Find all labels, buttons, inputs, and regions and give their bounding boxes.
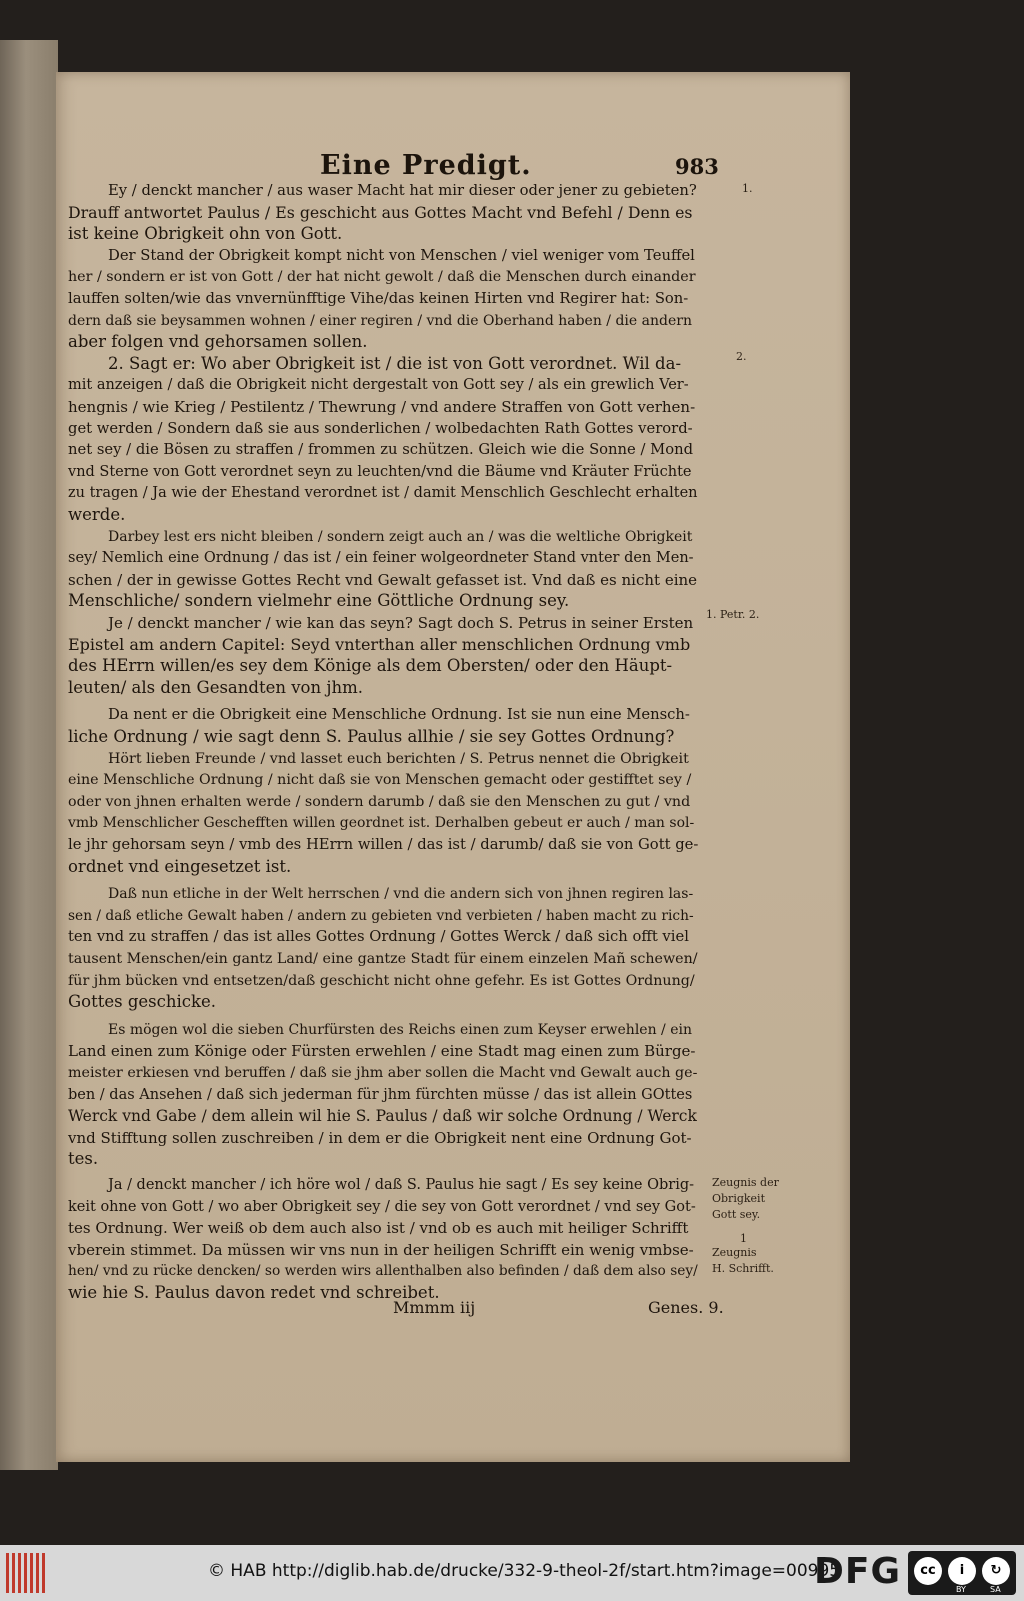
person-icon: i xyxy=(948,1557,976,1585)
text-line: tausent Menschen/ein gantz Land/ eine gantze Stadt für einem einzelen Mañ schewen/ xyxy=(68,951,698,967)
text-line: Darbey lest ers nicht bleiben / sondern zeigt auch an / was die weltliche Obrigkeit xyxy=(108,528,693,545)
text-line: dern daß sie beysammen wohnen / einer regiren / vnd die Oberhand haben / die andern xyxy=(68,312,692,329)
text-line: ten vnd zu straffen / das ist alles Gottes Ordnung / Gottes Werck / daß sich offt viel xyxy=(68,928,689,946)
text-line: ben / das Ansehen / daß sich jederman für jhm fürchten müsse / das ist allein GOttes xyxy=(68,1086,693,1103)
text-line: tes Ordnung. Wer weiß ob dem auch also ist / vnd ob es auch mit heiliger Schrifft xyxy=(68,1219,689,1238)
text-line: mit anzeigen / daß die Obrigkeit nicht dergestalt von Gott sey / als ein grewlich Ver- xyxy=(68,377,689,394)
page-header-title: Eine Predigt. xyxy=(320,150,532,181)
text-line: Werck vnd Gabe / dem allein wil hie S. Paulus / daß wir solche Ordnung / Werck xyxy=(68,1107,697,1126)
text-line: net sey / die Bösen zu straffen / frommen zu schützen. Gleich wie die Sonne / Mond xyxy=(68,441,694,459)
text-line: Land einen zum Könige oder Fürsten erwehlen / eine Stadt mag einen zum Bürge- xyxy=(68,1042,696,1061)
text-line: Epistel am andern Capitel: Seyd vnterthan aller menschlichen Ordnung vmb xyxy=(68,634,691,654)
margin-note: 1 xyxy=(740,1232,747,1245)
share-alike-icon: ↻ xyxy=(982,1557,1010,1585)
text-line: vnd Sterne von Gott verordnet seyn zu leuchten/vnd die Bäume vnd Kräuter Früchte xyxy=(68,463,692,480)
catchword: Genes. 9. xyxy=(648,1298,724,1317)
text-line: Menschliche/ sondern vielmehr eine Göttliche Ordnung sey. xyxy=(68,591,570,611)
text-line: des HErrn willen/es sey dem Könige als dem Obersten/ oder den Häupt- xyxy=(68,656,673,676)
text-line: keit ohne von Gott / wo aber Obrigkeit sey / die sey von Gott verordnet / vnd sey Got- xyxy=(68,1198,696,1215)
copyright-link[interactable]: © HAB http://diglib.hab.de/drucke/332-9-theol-2f/start.htm?image=00995 xyxy=(208,1561,841,1581)
text-line: schen / der in gewisse Gottes Recht vnd Gewalt gefasset ist. Vnd daß es nicht eine xyxy=(68,570,698,589)
text-line: Ja / denckt mancher / ich höre wol / daß S. Paulus hie sagt / Es sey keine Obrig- xyxy=(108,1177,695,1193)
signature-mark: Mmmm iij xyxy=(393,1298,476,1317)
text-line: liche Ordnung / wie sagt denn S. Paulus allhie / sie sey Gottes Ordnung? xyxy=(68,727,675,746)
text-line: Gottes geschicke. xyxy=(68,992,217,1012)
text-line: meister erkiesen vnd beruffen / daß sie jhm aber sollen die Macht vnd Gewalt auch ge- xyxy=(68,1065,698,1081)
text-line: sen / daß etliche Gewalt haben / andern zu gebieten vnd verbieten / haben macht zu rich- xyxy=(68,907,694,924)
margin-note: 1. xyxy=(742,182,753,195)
footer-bar xyxy=(0,1545,1024,1601)
text-line: tes. xyxy=(68,1149,99,1169)
text-line: werde. xyxy=(68,505,126,524)
text-line: vberein stimmet. Da müssen wir vns nun in der heiligen Schrifft ein wenig vmbse- xyxy=(68,1240,694,1259)
dfg-logo: DFG xyxy=(814,1551,902,1592)
text-line: hen/ vnd zu rücke dencken/ so werden wirs allenthalben also befinden / daß dem also sey/ xyxy=(68,1263,698,1280)
text-line: get werden / Sondern daß sie aus sonderlichen / wolbedachten Rath Gottes verord- xyxy=(68,419,693,437)
text-line: wie hie S. Paulus davon redet vnd schreibet. xyxy=(68,1283,440,1302)
text-line: hengnis / wie Krieg / Pestilentz / Thewrung / vnd andere Straffen von Gott verhen- xyxy=(68,398,696,416)
text-line: Hört lieben Freunde / vnd lasset euch berichten / S. Petrus nennet die Obrigkeit xyxy=(108,750,689,767)
page-number: 983 xyxy=(675,154,719,179)
margin-note: Zeugnis der xyxy=(712,1176,779,1189)
margin-note: 1. Petr. 2. xyxy=(706,608,760,621)
margin-note: 2. xyxy=(736,350,747,363)
text-line: le jhr gehorsam seyn / vmb des HErrn willen / das ist / darumb/ daß sie von Gott ge- xyxy=(68,836,699,853)
text-line: Ey / denckt mancher / aus waser Macht hat mir dieser oder jener zu gebieten? xyxy=(108,182,697,199)
text-line: leuten/ als den Gesandten von jhm. xyxy=(68,677,363,697)
text-line: Drauff antwortet Paulus / Es geschicht aus Gottes Macht vnd Befehl / Denn es xyxy=(68,202,693,222)
sa-label: SA xyxy=(990,1585,1001,1594)
text-line: 2. Sagt er: Wo aber Obrigkeit ist / die ist von Gott verordnet. Wil da- xyxy=(108,353,682,373)
text-line: sey/ Nemlich eine Ordnung / das ist / ein feiner wolgeordneter Stand vnter den Men- xyxy=(68,550,694,567)
text-line: vnd Stifftung sollen zuschreiben / in dem er die Obrigkeit nent eine Ordnung Got- xyxy=(68,1128,692,1147)
text-line: vmb Menschlicher Geschefften willen geordnet ist. Derhalben gebeut er auch / man sol- xyxy=(68,815,695,832)
text-line: lauffen solten/wie das vnvernünfftige Vihe/das keinen Hirten vnd Regirer hat: Son- xyxy=(68,290,689,307)
cc-license-badge[interactable] xyxy=(908,1551,1016,1595)
margin-note: Gott sey. xyxy=(712,1208,761,1221)
text-line: für jhm bücken vnd entsetzen/daß geschicht nicht ohne gefehr. Es ist Gottes Ordnung/ xyxy=(68,972,695,989)
cc-icon: cc xyxy=(914,1557,942,1585)
text-line: ordnet vnd eingesetzet ist. xyxy=(68,856,292,876)
text-line: ist keine Obrigkeit ohn von Gott. xyxy=(68,224,343,244)
margin-note: H. Schrifft. xyxy=(712,1262,774,1275)
text-line: Daß nun etliche in der Welt herrschen / vnd die andern sich von jhnen regiren las- xyxy=(108,886,694,903)
text-line: oder von jhnen erhalten werde / sondern darumb / daß sie den Menschen zu gut / vnd xyxy=(68,793,691,810)
text-line: Da nent er die Obrigkeit eine Menschliche Ordnung. Ist sie nun eine Mensch- xyxy=(108,706,690,724)
text-line: eine Menschliche Ordnung / nicht daß sie von Menschen gemacht oder gestifftet sey / xyxy=(68,772,692,789)
text-line: Je / denckt mancher / wie kan das seyn? Sagt doch S. Petrus in seiner Ersten xyxy=(108,614,694,632)
text-line: her / sondern er ist von Gott / der hat nicht gewolt / daß die Menschen durch einander xyxy=(68,269,696,286)
barcode-icon xyxy=(6,1553,46,1593)
text-line: aber folgen vnd gehorsamen sollen. xyxy=(68,332,368,352)
text-line: Der Stand der Obrigkeit kompt nicht von Menschen / viel weniger vom Teuffel xyxy=(108,246,695,264)
text-line: zu tragen / Ja wie der Ehestand verordnet ist / damit Menschlich Geschlecht erhalten xyxy=(68,485,698,502)
left-page-edge xyxy=(0,40,58,1470)
text-line: Es mögen wol die sieben Churfürsten des Reichs einen zum Keyser erwehlen / ein xyxy=(108,1021,692,1038)
by-label: BY xyxy=(956,1585,966,1594)
margin-note: Zeugnis xyxy=(712,1246,757,1259)
margin-note: Obrigkeit xyxy=(712,1192,765,1205)
